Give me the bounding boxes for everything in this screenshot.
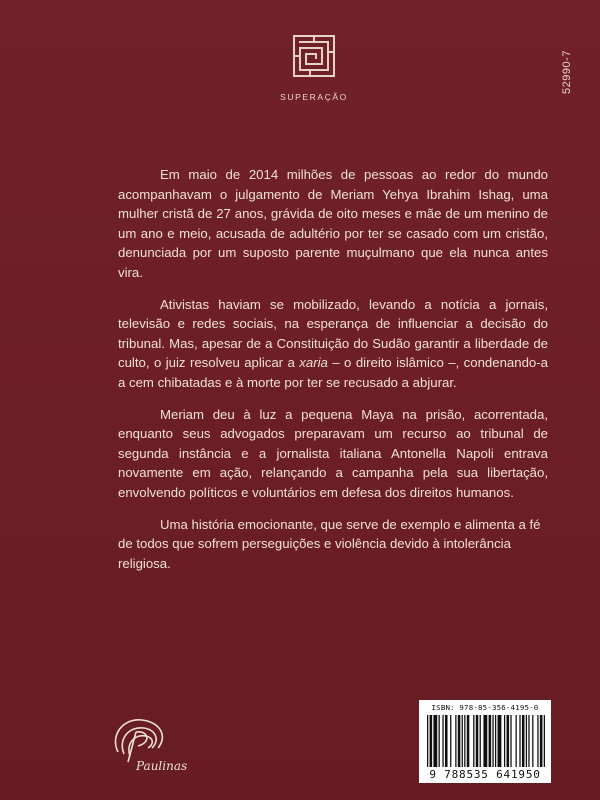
barcode-bars-icon [427, 715, 545, 767]
blurb-paragraph-3: Meriam deu à luz a pequena Maya na prisão, acorrentada, enquanto seus advogados preparavam um recurso ao tribunal de segunda instância e a jornalista italiana Antonella Napoli entrava novamente em ação, relançando a campanha pela sua libertação, envolvendo políticos e voluntários em defesa dos direitos humanos. [118, 406, 548, 500]
catalog-code: 52990-7 [560, 50, 573, 94]
series-maze-logo-icon [292, 34, 336, 78]
series-label: SUPERAÇÃO [280, 92, 348, 102]
barcode-number: 9 788535 641950 [429, 768, 541, 781]
blurb-paragraph-1: Em maio de 2014 milhões de pessoas ao redor do mundo acompanhavam o julgamento de Meriam Yehya Ibrahim Ishag, uma mulher cristã de 27 anos, grávida de oito meses e mãe de um menino de um ano e meio, acusada de adultério por ter se casado com um cristão, denunciada por um suposto parente muçulmano que ela nunca antes vira. [118, 167, 548, 280]
emphasis-xaria: xaria [299, 355, 328, 371]
blurb-paragraph-2: Ativistas haviam se mobilizado, levando a notícia a jornais, televisão e redes sociais, na esperança de influenciar a decisão do tribunal. Mas, apesar de a Constituição do Sudão garantir a liberdade de culto, o juiz resolveu aplicar a xaria – o direito islâmico –, condenando-a a cem chibatadas e à morte por ter se recusado a abjurar. [118, 296, 548, 390]
blurb-paragraph-4: Uma história emocionante, que serve de exemplo e alimenta a fé de todos que sofrem perseguições e violência devido à intolerância religiosa. [118, 516, 541, 571]
barcode [419, 700, 551, 783]
blurb-text [118, 165, 548, 585]
isbn-label: ISBN: 978-85-356-4195-0 [431, 703, 539, 712]
publisher-name: Paulinas [136, 759, 188, 773]
paulinas-logo-icon [108, 712, 188, 776]
